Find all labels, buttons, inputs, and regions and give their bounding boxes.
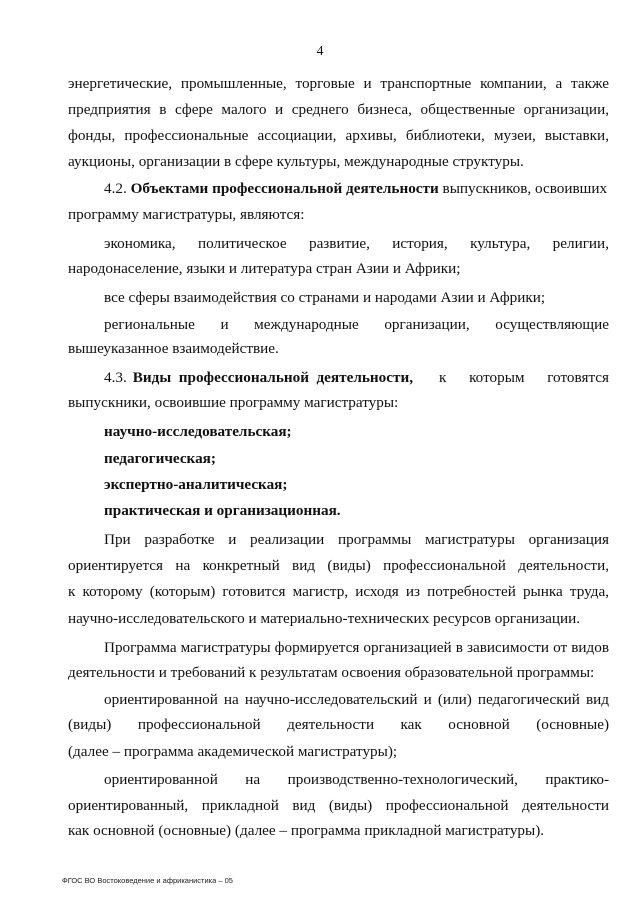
section-text: к которым готовятся	[439, 369, 609, 386]
text-line: аукционы, организации в сфере культуры, международные структуры.	[68, 153, 524, 170]
text-line: научно-исследовательского и материально-технических ресурсов организации.	[68, 610, 581, 627]
text-line: ориентированный, прикладной вид (виды) профессиональной деятельности	[68, 797, 609, 814]
text-line: вышеуказанное взаимодействие.	[68, 340, 279, 357]
text-line	[104, 180, 607, 198]
text-line: экономика, политическое развитие, история, культура, религии,	[104, 235, 609, 252]
list-item: педагогическая;	[104, 450, 216, 467]
section-text: выпускников, освоивших	[442, 180, 608, 197]
list-item: экспертно-аналитическая;	[104, 476, 288, 493]
text-line: выпускники, освоившие программу магистратуры:	[68, 394, 399, 411]
text-line: как основной (основные) (далее – программа прикладной магистратуры).	[68, 822, 545, 839]
section-bold-term: Объектами профессиональной деятельности	[130, 180, 439, 197]
list-item: научно-исследовательская;	[104, 423, 292, 440]
text-line: Программа магистратуры формируется организацией в зависимости от видов	[104, 639, 609, 656]
bold-phrase: Виды профессиональной деятельности,	[132, 369, 413, 386]
text-line: все сферы взаимодействия со странами и народами Азии и Африки;	[104, 289, 546, 306]
section-number: 4.2.	[104, 180, 127, 197]
text-line: народонаселение, языки и литература стран Азии и Африки;	[68, 260, 461, 277]
text-line	[104, 369, 609, 387]
text-line: ориентируется на конкретный вид (виды) профессиональной деятельности,	[68, 557, 609, 574]
text-line: ориентированной на производственно-технологический, практико-	[104, 771, 609, 788]
footer-standard-code: ФГОС ВО Востоковедение и африканистика – 05	[62, 876, 233, 885]
text-line: предприятия в сфере малого и среднего бизнеса, общественные организации,	[68, 101, 609, 118]
text-line: (виды) профессиональной деятельности как основной (основные)	[68, 716, 609, 733]
text-line: При разработке и реализации программы магистратуры организация	[104, 531, 609, 548]
text-line: региональные и международные организации, осуществляющие	[104, 316, 609, 333]
section-number: 4.3.	[104, 369, 127, 386]
text-line: деятельности и требований к результатам освоения образовательной программы:	[68, 664, 595, 681]
page-number: 4	[316, 44, 324, 59]
text-line: (далее – программа академической магистратуры);	[68, 743, 398, 760]
list-item: практическая и организационная.	[104, 502, 341, 519]
text-line: ориентированной на научно-исследовательский и (или) педагогический вид	[104, 691, 609, 708]
text-line: фонды, профессиональные ассоциации, архивы, библиотеки, музеи, выставки,	[68, 127, 609, 144]
section-bold-term	[133, 369, 413, 387]
text-line: программу магистратуры, являются:	[68, 206, 305, 223]
text-line: энергетические, промышленные, торговые и транспортные компании, а также	[68, 75, 609, 92]
text-line: к которому (которым) готовится магистр, исходя из потребностей рынка труда,	[68, 583, 609, 600]
